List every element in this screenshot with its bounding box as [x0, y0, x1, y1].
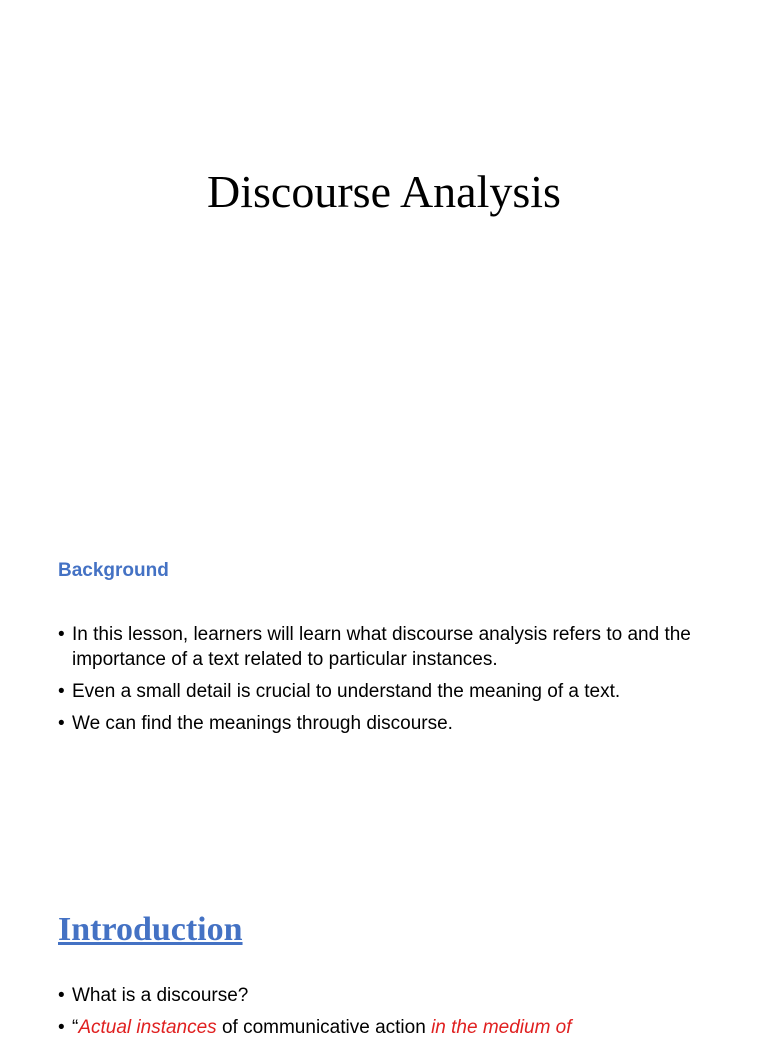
slide-title: Discourse Analysis: [207, 166, 561, 217]
background-bullet-list: [58, 622, 738, 743]
quote-open-mark: “: [72, 1017, 79, 1038]
introduction-quote-bullet: [58, 1015, 738, 1040]
introduction-bullet-1: • What is a discourse?: [58, 983, 738, 1008]
background-bullet-1: • In this lesson, learners will learn what discourse analysis refers to and the importance of a text related to particular instances.: [58, 622, 738, 672]
background-heading: Background: [58, 560, 169, 581]
quote-emphasis-medium: in the medium of: [431, 1017, 572, 1038]
background-bullet-3: • We can find the meanings through discourse.: [58, 711, 738, 736]
background-bullet-2: • Even a small detail is crucial to understand the meaning of a text.: [58, 679, 738, 704]
quote-plain-text: of communicative action: [216, 1017, 432, 1038]
introduction-heading: Introduction: [58, 911, 243, 948]
introduction-bullet-list: [58, 983, 738, 1047]
quote-emphasis-actual-instances: Actual instances: [78, 1017, 217, 1038]
